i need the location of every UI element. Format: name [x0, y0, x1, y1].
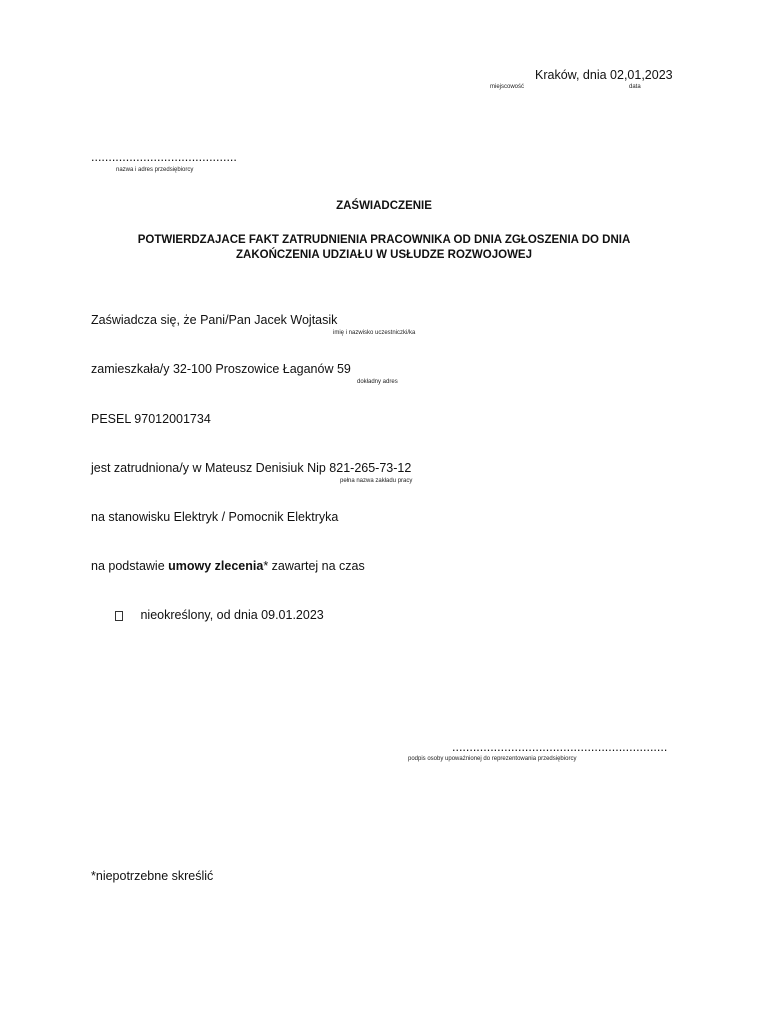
- entrepreneur-dots: ..........................................: [91, 150, 237, 164]
- contract-prefix: na podstawie: [91, 559, 169, 573]
- participant-caption: imię i nazwisko uczestniczki/ka: [333, 330, 416, 336]
- contract-option-text: nieokreślony, od dnia 09.01.2023: [140, 608, 324, 622]
- address-caption: dokładny adres: [357, 379, 398, 385]
- footnote: *niepotrzebne skreślić: [91, 869, 214, 883]
- entrepreneur-caption: nazwa i adres przedsiębiorcy: [116, 167, 194, 173]
- pesel-line: PESEL 97012001734: [91, 412, 211, 426]
- contract-line: [91, 559, 365, 573]
- employer-line: jest zatrudniona/y w Mateusz Denisiuk Nip 821-265-73-12: [91, 461, 412, 475]
- signature-caption: podpis osoby upoważnionej do reprezentowania przedsiębiorcy: [408, 756, 577, 762]
- date-caption: data: [629, 84, 641, 90]
- address-line: zamieszkała/y 32-100 Proszowice Łaganów 59: [91, 362, 351, 376]
- contract-suffix: * zawartej na czas: [263, 559, 365, 573]
- position-line: na stanowisku Elektryk / Pomocnik Elektryka: [91, 510, 339, 524]
- contract-option: [115, 608, 324, 622]
- participant-line: Zaświadcza się, że Pani/Pan Jacek Wojtasik: [91, 313, 338, 327]
- document-subtitle-line1: POTWIERDZAJACE FAKT ZATRUDNIENIA PRACOWNIKA OD DNIA ZGŁOSZENIA DO DNIA: [137, 234, 631, 246]
- document-title: ZAŚWIADCZENIE: [336, 200, 432, 212]
- checkbox-icon[interactable]: [115, 611, 123, 621]
- place-date: Kraków, dnia 02,01,2023: [535, 68, 673, 82]
- document-subtitle-line2: ZAKOŃCZENIA UDZIAŁU W USŁUDZE ROZWOJOWEJ: [235, 249, 532, 261]
- signature-dots: ..............................................................: [452, 740, 668, 754]
- employer-caption: pełna nazwa zakładu pracy: [340, 478, 413, 484]
- contract-type: umowy zlecenia: [168, 559, 264, 573]
- place-caption: miejscowość: [490, 84, 525, 90]
